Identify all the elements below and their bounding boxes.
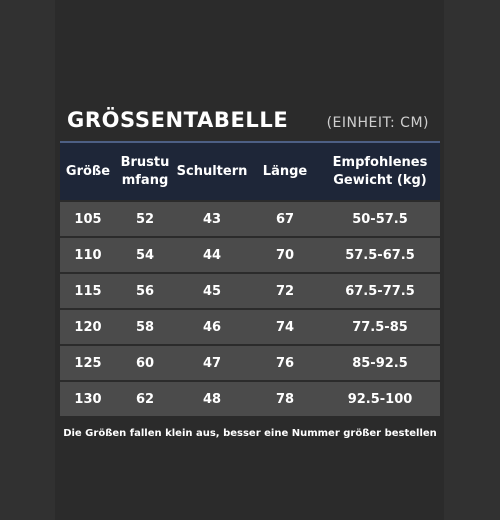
- cell-weight: 77.5-85: [352, 319, 408, 335]
- cell-chest: 62: [135, 391, 155, 407]
- cell-weight: 57.5-67.5: [345, 247, 415, 263]
- cell-shoulders: 44: [202, 247, 222, 263]
- cell-shoulders: 43: [202, 211, 222, 227]
- cell-weight: 67.5-77.5: [345, 283, 415, 299]
- cell-shoulders: 47: [202, 355, 222, 371]
- header-chest: Brustu mfang: [120, 154, 170, 188]
- header-length: Länge: [262, 163, 308, 179]
- header-weight: Empfohlenes Gewicht (kg): [332, 154, 428, 188]
- cell-length: 72: [275, 283, 295, 299]
- cell-shoulders: 48: [202, 391, 222, 407]
- cell-size: 130: [74, 391, 102, 407]
- cell-size: 110: [74, 247, 102, 263]
- page-title: GRÖSSENTABELLE: [67, 108, 289, 132]
- table-row: [60, 238, 440, 272]
- header-size: Größe: [65, 163, 111, 179]
- cell-size: 115: [74, 283, 102, 299]
- table-row: [60, 346, 440, 380]
- cell-length: 74: [275, 319, 295, 335]
- cell-chest: 54: [135, 247, 155, 263]
- table-header-row: [60, 141, 440, 200]
- cell-weight: 92.5-100: [347, 391, 413, 407]
- cell-length: 78: [275, 391, 295, 407]
- table-row: [60, 382, 440, 416]
- table-row: [60, 310, 440, 344]
- cell-length: 70: [275, 247, 295, 263]
- title-row: [67, 108, 437, 138]
- cell-chest: 58: [135, 319, 155, 335]
- cell-size: 120: [74, 319, 102, 335]
- cell-chest: 56: [135, 283, 155, 299]
- unit-label: (EINHEIT: CM): [326, 115, 429, 131]
- cell-length: 67: [275, 211, 295, 227]
- table-row: [60, 202, 440, 236]
- size-table: [60, 141, 440, 416]
- cell-weight: 50-57.5: [352, 211, 408, 227]
- cell-size: 105: [74, 211, 102, 227]
- cell-shoulders: 45: [202, 283, 222, 299]
- footer-note: Die Größen fallen klein aus, besser eine Nummer größer bestellen: [63, 428, 437, 439]
- cell-chest: 52: [135, 211, 155, 227]
- table-row: [60, 274, 440, 308]
- cell-length: 76: [275, 355, 295, 371]
- cell-chest: 60: [135, 355, 155, 371]
- header-shoulders: Schultern: [176, 163, 248, 179]
- cell-shoulders: 46: [202, 319, 222, 335]
- cell-weight: 85-92.5: [352, 355, 408, 371]
- cell-size: 125: [74, 355, 102, 371]
